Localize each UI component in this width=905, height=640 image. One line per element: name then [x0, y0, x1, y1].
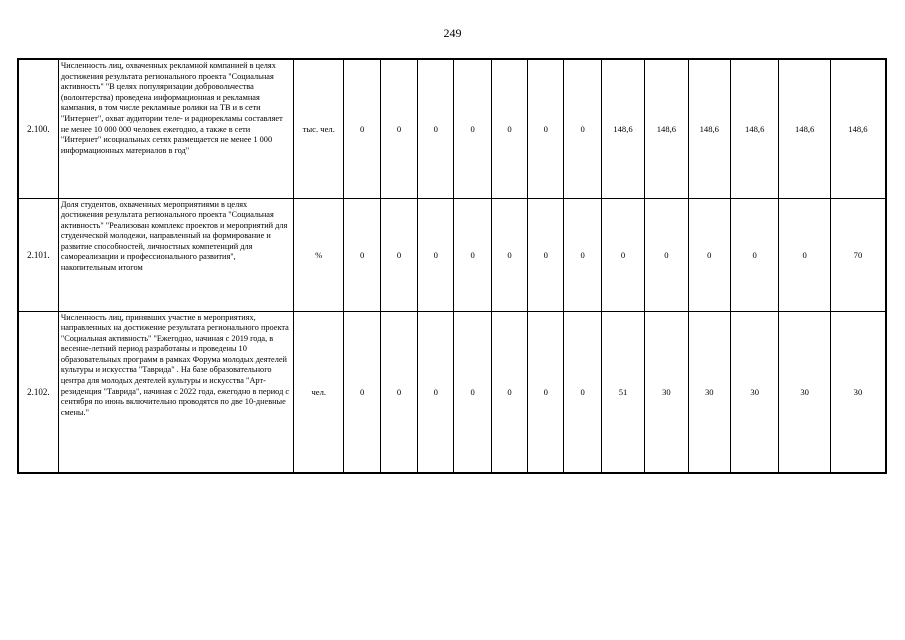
page-number: 249 — [443, 26, 462, 40]
row-value: 0 — [564, 311, 601, 473]
row-unit: % — [294, 198, 344, 311]
row-value: 0 — [344, 59, 380, 198]
row-value: 0 — [380, 59, 417, 198]
row-value: 30 — [688, 311, 730, 473]
row-value: 0 — [454, 311, 491, 473]
row-number: 2.101. — [18, 198, 58, 311]
row-value: 51 — [601, 311, 644, 473]
row-value: 0 — [564, 198, 601, 311]
row-value: 0 — [418, 59, 454, 198]
table-row — [18, 59, 886, 198]
row-unit: чел. — [294, 311, 344, 473]
row-value: 0 — [645, 198, 688, 311]
row-value: 0 — [528, 198, 564, 311]
row-value: 70 — [830, 198, 886, 311]
row-value: 30 — [645, 311, 688, 473]
row-description: Численность лиц, охваченных рекламной компанией в целях достижения результата регионального проекта "Социальная активность" "В целях популяризации добровольчества (волонтерства) проведена информационная и рекламная кампания, в том числе рекламные ролики на ТВ и в сети "Интернет", охват аудитории теле- и радиорекламы составляет не менее 10 000 000 человек ежегодно, а также в сети "Интернет" исоциальных сетях размещается не менее 1 000 информационных материалов в год" — [58, 59, 293, 198]
row-value: 148,6 — [645, 59, 688, 198]
table-row — [18, 198, 886, 311]
row-value: 0 — [528, 311, 564, 473]
row-value: 30 — [730, 311, 778, 473]
table-row — [18, 311, 886, 473]
row-value: 0 — [418, 198, 454, 311]
row-value: 0 — [491, 59, 527, 198]
row-value: 0 — [688, 198, 730, 311]
row-value: 0 — [344, 198, 380, 311]
row-value: 0 — [564, 59, 601, 198]
row-value: 0 — [344, 311, 380, 473]
row-value: 0 — [380, 311, 417, 473]
row-number: 2.102. — [18, 311, 58, 473]
row-value: 30 — [779, 311, 830, 473]
row-value: 148,6 — [601, 59, 644, 198]
row-value: 0 — [779, 198, 830, 311]
row-value: 148,6 — [830, 59, 886, 198]
row-value: 0 — [491, 198, 527, 311]
row-value: 148,6 — [730, 59, 778, 198]
row-value: 0 — [380, 198, 417, 311]
row-value: 0 — [454, 59, 491, 198]
row-description: Доля студентов, охваченных мероприятиями в целях достижения результата регионального проекта "Социальная активность" "Реализован комплекс проектов и мероприятий для студенческой молодежи, направленный на формирование и развитие способностей, личностных компетенций для самореализации и профессионального развития", накопительным итогом — [58, 198, 293, 311]
row-value: 0 — [491, 311, 527, 473]
row-value: 148,6 — [688, 59, 730, 198]
row-value: 0 — [730, 198, 778, 311]
row-value: 0 — [528, 59, 564, 198]
row-number: 2.100. — [18, 59, 58, 198]
indicators-table — [17, 58, 887, 474]
row-value: 30 — [830, 311, 886, 473]
row-unit: тыс. чел. — [294, 59, 344, 198]
row-value: 0 — [418, 311, 454, 473]
row-value: 148,6 — [779, 59, 830, 198]
row-value: 0 — [454, 198, 491, 311]
row-value: 0 — [601, 198, 644, 311]
row-description: Численность лиц, принявших участие в мероприятиях, направленных на достижение результата регионального проекта "Социальная активность" "Ежегодно, начиная с 2019 года, в весенне-летний период разработаны и проведены 10 образовательных программ в рамках Форума молодых деятелей культуры и искусства "Таврида" . На базе образовательного центра для молодых деятелей культуры и искусства "Арт-резиденция "Таврида", начиная с 2022 года, ежегодно в период с сентября по июнь включительно проводятся по две 10-дневные смены." — [58, 311, 293, 473]
